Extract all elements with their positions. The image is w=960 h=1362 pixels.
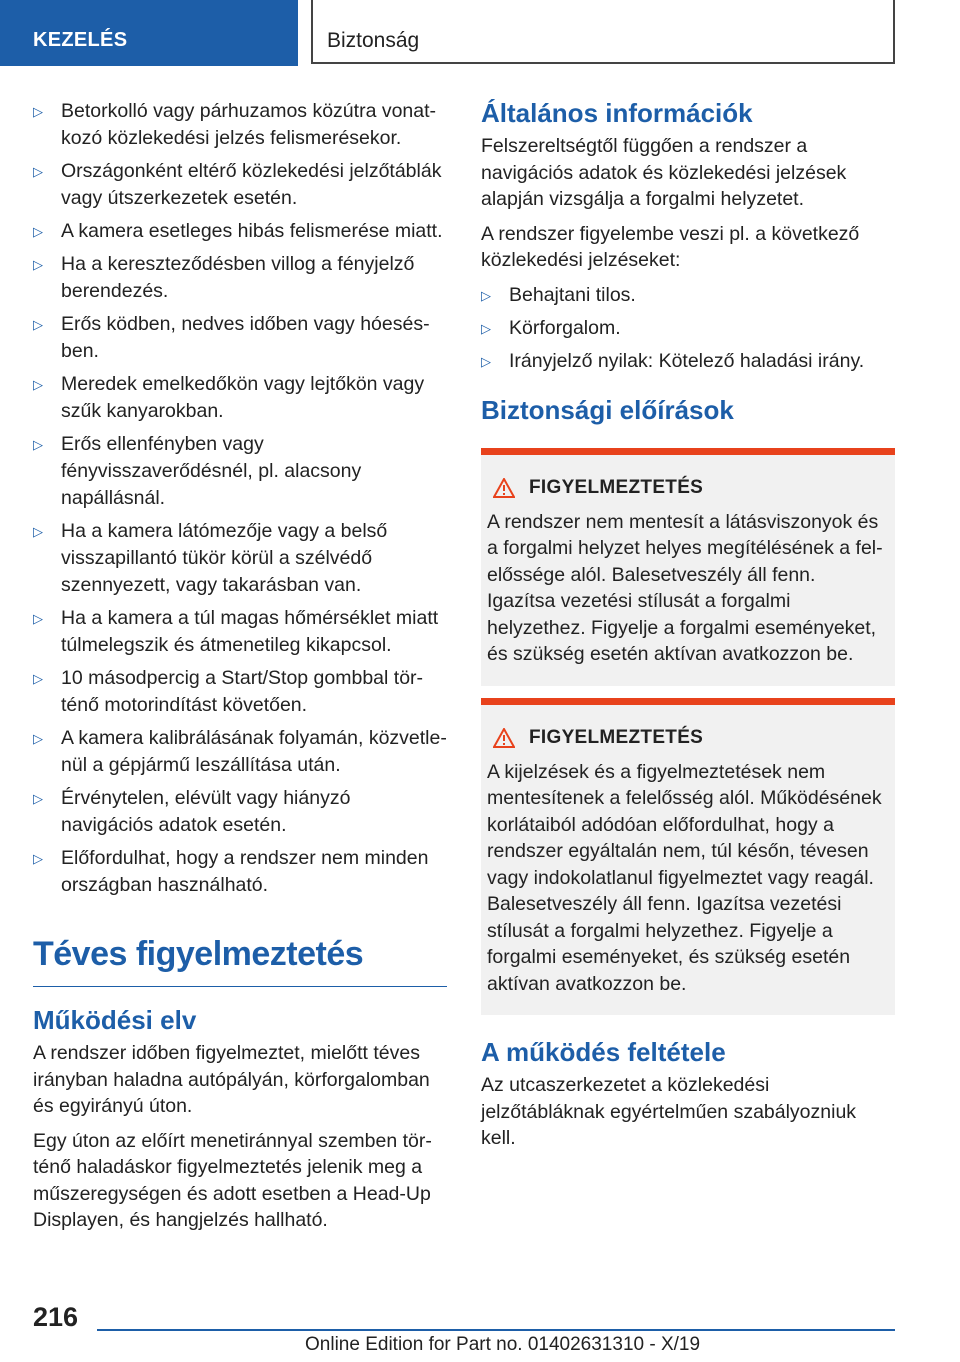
list-item: ▷ 10 másodpercig a Start/Stop gombbal történő motorindítást követően. xyxy=(33,667,424,716)
triangle-right-icon: ▷ xyxy=(33,524,43,539)
paragraph: A rendszer figyelembe veszi pl. a következő közlekedési jelzéseket: xyxy=(481,222,860,271)
warning-title: FIGYELMEZTETÉS xyxy=(529,726,704,748)
page-header xyxy=(0,0,960,66)
triangle-right-icon: ▷ xyxy=(481,353,491,369)
warning-box xyxy=(481,698,895,1016)
list-item: ▷ Ha a kamera látómezője vagy a belső visszapillantó tükör körül a szélvédő szennyezett, vagy takarásban van. xyxy=(33,520,388,596)
traffic-sign-list xyxy=(481,282,895,375)
triangle-right-icon: ▷ xyxy=(481,287,491,303)
list-item: ▷ Erős ellenfényben vagy fényvisszaverődésnél, pl. alacsony napállásnál. xyxy=(33,433,362,509)
list-item: ▷ Betorkolló vagy párhuzamos közútra vonatkozó közlekedési jelzés felismerésekor. xyxy=(33,100,437,149)
list-item: ▷ A kamera esetleges hibás felismerése miatt. xyxy=(33,218,447,245)
triangle-right-icon: ▷ xyxy=(33,224,43,239)
triangle-right-icon: ▷ xyxy=(481,320,491,336)
condition-list xyxy=(33,98,447,899)
list-item: ▷ Ha a kamera a túl magas hőmérséklet miatt túlmelegszik és átmenetileg kikapcsol. xyxy=(33,607,439,656)
list-item: ▷ Országonként eltérő közlekedési jelzőtáblák vagy útszerkezetek esetén. xyxy=(33,160,442,209)
list-item: ▷ Erős ködben, nedves időben vagy hóesésben. xyxy=(33,313,430,362)
edition-text: Online Edition for Part no. 01402631310 - X/19 xyxy=(305,1334,701,1355)
triangle-right-icon: ▷ xyxy=(33,791,43,806)
list-item: ▷ Irányjelző nyilak: Kötelező haladási irány. xyxy=(481,348,895,375)
triangle-right-icon: ▷ xyxy=(33,257,43,272)
section-tab: KEZELÉS xyxy=(0,0,298,66)
list-item: ▷ Meredek emelkedőkön vagy lejtőkön vagy szűk kanyarokban. xyxy=(33,373,425,422)
paragraph: Felszereltségtől függően a rendszer a navigációs adatok és közlekedési jelzések alapján vizsgálja a forgalmi helyzetet. xyxy=(481,135,847,210)
warning-text: A kijelzések és a figyelmeztetések nem mentesítenek a felelősség alól. Működésének korlátaiból adódóan előfordulhat, hogy a rendszer egyáltalán nem, túl későn, tévesen vagy indokolatlanul figyelmeztet vagy reagál. Balesetveszély áll fenn. Igazítsa vezetési stílusát a forgalmi helyzethez. Figyelje a forgalmi eseményeket, és szükség esetén aktívan avatkozzon be. xyxy=(487,760,882,995)
triangle-right-icon: ▷ xyxy=(33,104,43,119)
warning-text: A rendszer nem mentesít a látásviszonyok és a forgalmi helyzet helyes megítélésének a felelőssége alól. Balesetveszély áll fenn. Igazítsa vezetési stílusát a forgalmi helyzethez. Figyelje a forgalmi eseményeket, és szükség esetén aktívan avatkozzon be. xyxy=(487,510,883,665)
right-column xyxy=(481,98,895,1160)
left-column xyxy=(33,98,447,1242)
list-item: ▷ A kamera kalibrálásának folyamán, közvetlenül a gépjármű leszállítása után. xyxy=(33,727,447,776)
page-number: 216 xyxy=(33,1302,79,1332)
paragraph: A rendszer időben figyelmeztet, mielőtt téves irányban haladna autópályán, körforgalomban és egyirányú úton. xyxy=(33,1042,430,1117)
triangle-right-icon: ▷ xyxy=(33,317,43,332)
footer-divider xyxy=(97,1329,895,1331)
triangle-right-icon: ▷ xyxy=(33,851,43,866)
paragraph: Egy úton az előírt menetiránnyal szemben történő haladáskor figyelmeztetés jelenik meg a műszeregységen és adott esetben a Head-Up Displayen, és hangjelzés hallható. xyxy=(33,1129,432,1231)
warning-box xyxy=(481,448,895,686)
triangle-right-icon: ▷ xyxy=(33,731,43,746)
section-heading: Téves figyelmeztetés xyxy=(33,935,447,987)
subsection-heading: Működési elv xyxy=(33,1005,197,1035)
warning-triangle-icon xyxy=(493,478,515,498)
page-footer xyxy=(0,1290,960,1362)
subsection-heading: A működés feltétele xyxy=(481,1037,726,1067)
triangle-right-icon: ▷ xyxy=(33,437,43,452)
subsection-heading: Biztonsági előírások xyxy=(481,394,734,425)
list-item: ▷ Körforgalom. xyxy=(481,315,895,342)
warning-title: FIGYELMEZTETÉS xyxy=(529,476,704,498)
list-item: ▷ Előfordulhat, hogy a rendszer nem minden országban használható. xyxy=(33,847,429,896)
chapter-title: Biztonság xyxy=(311,0,895,64)
paragraph: Az utcaszerkezetet a közlekedési jelzőtábláknak egyértelműen szabályozniuk kell. xyxy=(481,1074,857,1149)
triangle-right-icon: ▷ xyxy=(33,671,43,686)
list-item: ▷ Érvénytelen, elévült vagy hiányzó navigációs adatok esetén. xyxy=(33,787,351,836)
triangle-right-icon: ▷ xyxy=(33,611,43,626)
list-item: ▷ Ha a kereszteződésben villog a fényjelző berendezés. xyxy=(33,253,415,302)
triangle-right-icon: ▷ xyxy=(33,377,43,392)
warning-triangle-icon xyxy=(493,728,515,748)
triangle-right-icon: ▷ xyxy=(33,164,43,179)
subsection-heading: Általános információk xyxy=(481,98,753,128)
list-item: ▷ Behajtani tilos. xyxy=(481,282,895,309)
